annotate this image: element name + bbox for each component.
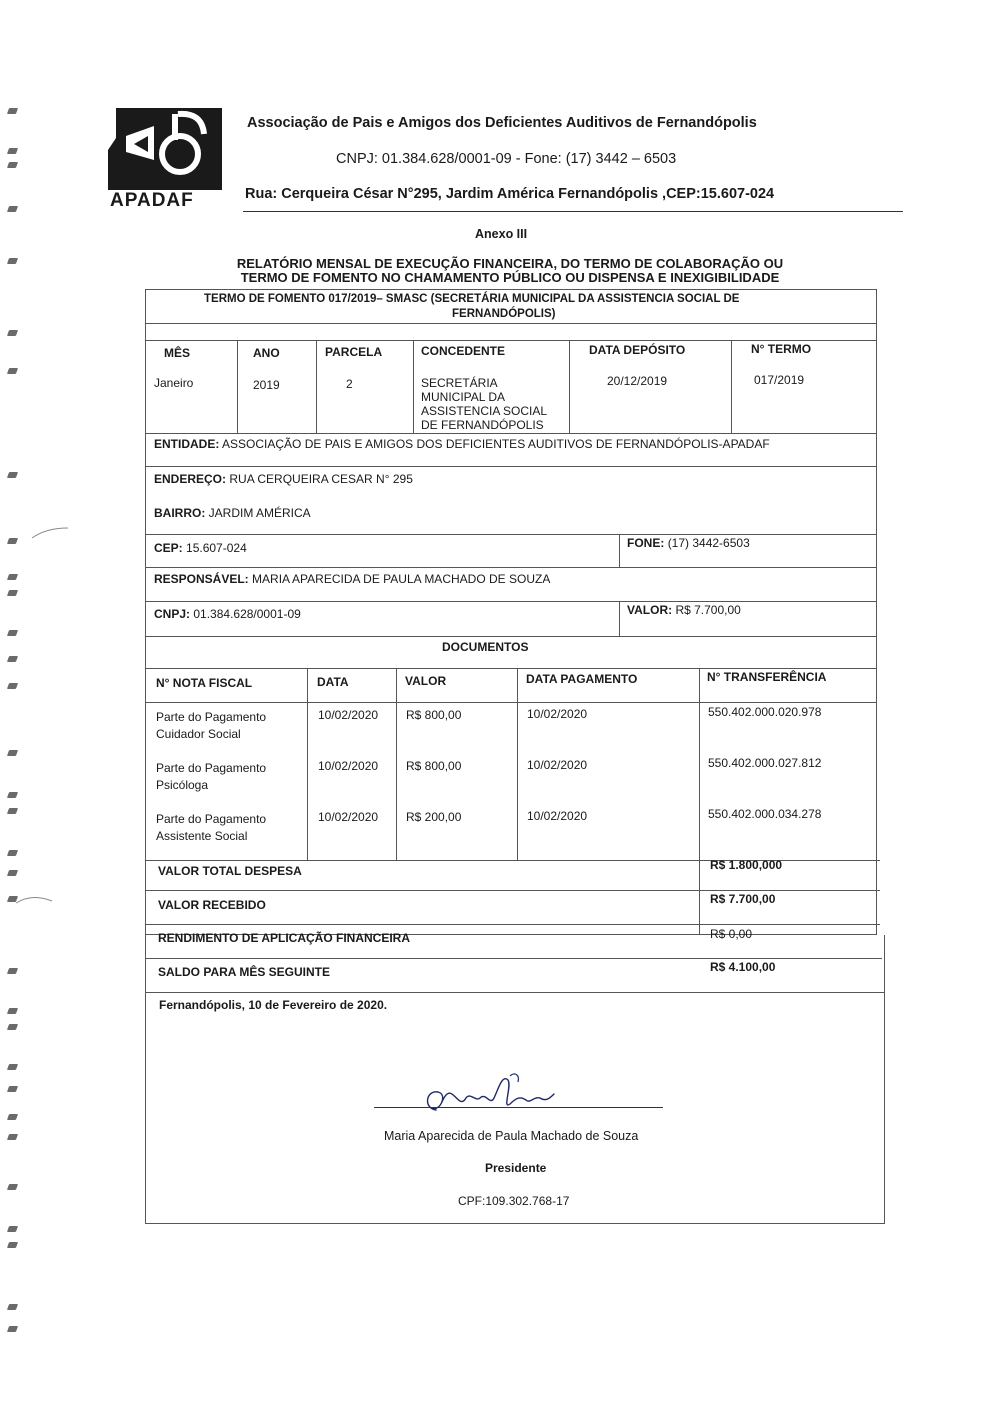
rendimento-label: RENDIMENTO DE APLICAÇÃO FINANCEIRA	[158, 931, 411, 945]
col-data-deposito-header: DATA DEPÓSITO	[589, 343, 686, 357]
col-divider	[619, 534, 620, 567]
row-divider	[145, 433, 877, 434]
col-mes-header: MÊS	[164, 346, 191, 360]
total-despesa-value: R$ 1.800,000	[710, 858, 783, 872]
handwritten-signature	[418, 1068, 568, 1126]
term-title-line-1: TERMO DE FOMENTO 017/2019– SMASC (SECRETÁRIA MUNICIPAL DA ASSISTENCIA SOCIAL DE	[204, 293, 740, 305]
binder-mark	[7, 870, 18, 876]
total-despesa-label: VALOR TOTAL DESPESA	[158, 864, 302, 878]
fone-row	[627, 536, 750, 551]
table-row-1-data: 10/02/2020	[318, 708, 379, 722]
col-ano-header: ANO	[253, 346, 280, 360]
binder-mark	[7, 792, 18, 798]
binder-mark	[7, 1226, 18, 1232]
org-address-line: Rua: Cerqueira César N°295, Jardim América Fernandópolis ,CEP:15.607-024	[245, 186, 775, 202]
binder-mark	[7, 1064, 18, 1070]
documentos-title: DOCUMENTOS	[442, 640, 529, 654]
cep-label: CEP:	[154, 541, 183, 555]
binder-mark	[7, 630, 18, 636]
entidade-row	[154, 437, 770, 452]
header-divider	[243, 211, 903, 212]
scan-artifact-curve	[14, 895, 54, 909]
endereco-value: RUA CERQUEIRA CESAR N° 295	[229, 472, 413, 486]
binder-mark	[7, 1024, 18, 1030]
col-data-header: DATA	[317, 675, 349, 689]
binder-mark	[7, 108, 18, 114]
row-divider	[145, 601, 877, 602]
cep-row	[154, 541, 247, 556]
binder-mark	[7, 1134, 18, 1140]
binder-mark	[7, 1086, 18, 1092]
binder-mark	[7, 590, 18, 596]
row-divider	[145, 992, 885, 993]
n-termo-value: 017/2019	[754, 373, 805, 387]
binder-mark	[7, 148, 18, 154]
table-row-2-nota-line-2: Psicóloga	[156, 778, 209, 792]
table-row-2-nota-line-1: Parte do Pagamento	[156, 761, 267, 775]
cnpj-label: CNPJ:	[154, 607, 191, 621]
entidade-label: ENTIDADE:	[154, 437, 220, 451]
logo-text: APADAF	[110, 190, 194, 211]
row-divider	[145, 466, 877, 467]
signatory-cpf: CPF:109.302.768-17	[458, 1194, 570, 1208]
binder-mark	[7, 968, 18, 974]
row-divider	[145, 534, 877, 535]
binder-mark	[7, 850, 18, 856]
binder-mark	[7, 1114, 18, 1120]
binder-mark	[7, 656, 18, 662]
col-divider	[413, 340, 414, 433]
binder-mark	[7, 574, 18, 580]
bairro-row	[154, 506, 311, 521]
row-divider	[145, 924, 880, 925]
binder-mark	[7, 1184, 18, 1190]
binder-mark	[7, 258, 18, 264]
saldo-value: R$ 4.100,00	[710, 960, 776, 974]
concedente-value-line-3: ASSISTENCIA SOCIAL	[421, 404, 548, 418]
table-row-1-valor: R$ 800,00	[406, 708, 462, 722]
row-divider	[145, 323, 877, 324]
valor-recebido-label: VALOR RECEBIDO	[158, 898, 266, 912]
binder-mark	[7, 808, 18, 814]
col-parcela-header: PARCELA	[325, 345, 383, 359]
report-title	[180, 257, 840, 285]
entidade-value: ASSOCIAÇÃO DE PAIS E AMIGOS DOS DEFICIENTES AUDITIVOS DE FERNANDÓPOLIS-APADAF	[222, 437, 770, 451]
table-row-3-data: 10/02/2020	[318, 810, 379, 824]
row-divider	[145, 668, 877, 669]
table-row-1-data-pagamento: 10/02/2020	[527, 707, 588, 721]
col-divider	[517, 668, 518, 860]
annex-label: Anexo III	[475, 227, 528, 241]
table-row-3-nota-line-1: Parte do Pagamento	[156, 812, 267, 826]
table-row-3-nota-line-2: Assistente Social	[156, 829, 248, 843]
scan-artifact-curve	[30, 526, 70, 540]
table-row-3-transferencia: 550.402.000.034.278	[708, 807, 822, 821]
report-title-line-1: RELATÓRIO MENSAL DE EXECUÇÃO FINANCEIRA, DO TERMO DE COLABORAÇÃO OU	[236, 256, 784, 271]
binder-mark	[7, 683, 18, 689]
fone-label: FONE:	[627, 536, 665, 550]
valor-label: VALOR:	[627, 603, 673, 617]
row-divider	[145, 567, 877, 568]
binder-mark	[7, 368, 18, 374]
binder-mark	[7, 1304, 18, 1310]
binder-mark	[7, 330, 18, 336]
binder-mark	[7, 750, 18, 756]
col-divider	[237, 340, 238, 433]
col-valor-header: VALOR	[405, 674, 447, 688]
saldo-label: SALDO PARA MÊS SEGUINTE	[158, 965, 331, 979]
row-divider	[145, 890, 880, 891]
cep-value: 15.607-024	[186, 541, 247, 555]
col-divider	[569, 340, 570, 433]
binder-mark	[7, 1326, 18, 1332]
responsavel-label: RESPONSÁVEL:	[154, 572, 249, 586]
endereco-row	[154, 472, 413, 487]
report-title-line-2: TERMO DE FOMENTO NO CHAMAMENTO PÚBLICO OU DISPENSA E INEXIGIBILIDADE	[240, 270, 780, 285]
table-row-2-valor: R$ 800,00	[406, 759, 462, 773]
valor-value: R$ 7.700,00	[675, 603, 741, 617]
bairro-label: BAIRRO:	[154, 506, 206, 520]
valor-row	[627, 603, 741, 618]
row-divider	[145, 702, 877, 703]
endereco-label: ENDEREÇO:	[154, 472, 227, 486]
table-row-1-nota-line-1: Parte do Pagamento	[156, 710, 267, 724]
binder-mark	[7, 1008, 18, 1014]
concedente-value-line-2: MUNICIPAL DA	[421, 390, 506, 404]
table-row-2-data: 10/02/2020	[318, 759, 379, 773]
row-divider	[145, 340, 877, 341]
col-divider	[307, 668, 308, 860]
org-name: Associação de Pais e Amigos dos Deficientes Auditivos de Fernandópolis	[247, 115, 757, 131]
table-row-1-transferencia: 550.402.000.020.978	[708, 705, 822, 719]
ano-value: 2019	[253, 378, 280, 392]
table-row-1-nota-line-2: Cuidador Social	[156, 727, 241, 741]
place-date: Fernandópolis, 10 de Fevereiro de 2020.	[159, 998, 388, 1012]
responsavel-value: MARIA APARECIDA DE PAULA MACHADO DE SOUZA	[252, 572, 551, 586]
binder-mark	[7, 162, 18, 168]
signature-line	[374, 1107, 663, 1108]
table-row-2-data-pagamento: 10/02/2020	[527, 758, 588, 772]
fone-value: (17) 3442-6503	[667, 536, 750, 550]
term-title-line-2: FERNANDÓPOLIS)	[452, 308, 556, 320]
col-data-pagamento-header: DATA PAGAMENTO	[526, 672, 638, 686]
mes-value: Janeiro	[154, 376, 194, 390]
table-row-3-valor: R$ 200,00	[406, 810, 462, 824]
col-divider	[316, 340, 317, 433]
col-n-termo-header: N° TERMO	[751, 342, 812, 356]
signatory-name: Maria Aparecida de Paula Machado de Souza	[384, 1129, 639, 1143]
signatory-role: Presidente	[485, 1161, 547, 1175]
binder-mark	[7, 472, 18, 478]
col-concedente-header: CONCEDENTE	[421, 344, 506, 358]
col-divider	[731, 340, 732, 433]
col-transferencia-header: N° TRANSFERÊNCIA	[707, 670, 827, 684]
rendimento-value: R$ 0,00	[710, 927, 753, 941]
col-divider	[396, 668, 397, 860]
col-divider	[699, 668, 700, 935]
valor-recebido-value: R$ 7.700,00	[710, 892, 776, 906]
concedente-value-line-1: SECRETÁRIA	[421, 376, 498, 390]
data-deposito-value: 20/12/2019	[607, 374, 668, 388]
col-divider	[619, 601, 620, 636]
parcela-value: 2	[346, 377, 353, 391]
col-nota-header: N° NOTA FISCAL	[156, 676, 253, 690]
table-row-2-transferencia: 550.402.000.027.812	[708, 756, 822, 770]
cnpj-value: 01.384.628/0001-09	[193, 607, 301, 621]
binder-mark	[7, 1242, 18, 1248]
table-row-3-data-pagamento: 10/02/2020	[527, 809, 588, 823]
cnpj-row	[154, 607, 301, 622]
org-cnpj-line: CNPJ: 01.384.628/0001-09 - Fone: (17) 3442 – 6503	[336, 151, 677, 167]
binder-mark	[7, 538, 18, 544]
concedente-value-line-4: DE FERNANDÓPOLIS	[421, 418, 544, 432]
row-divider	[145, 636, 877, 637]
responsavel-row	[154, 572, 550, 587]
bairro-value: JARDIM AMÉRICA	[208, 506, 311, 520]
binder-mark	[7, 206, 18, 212]
